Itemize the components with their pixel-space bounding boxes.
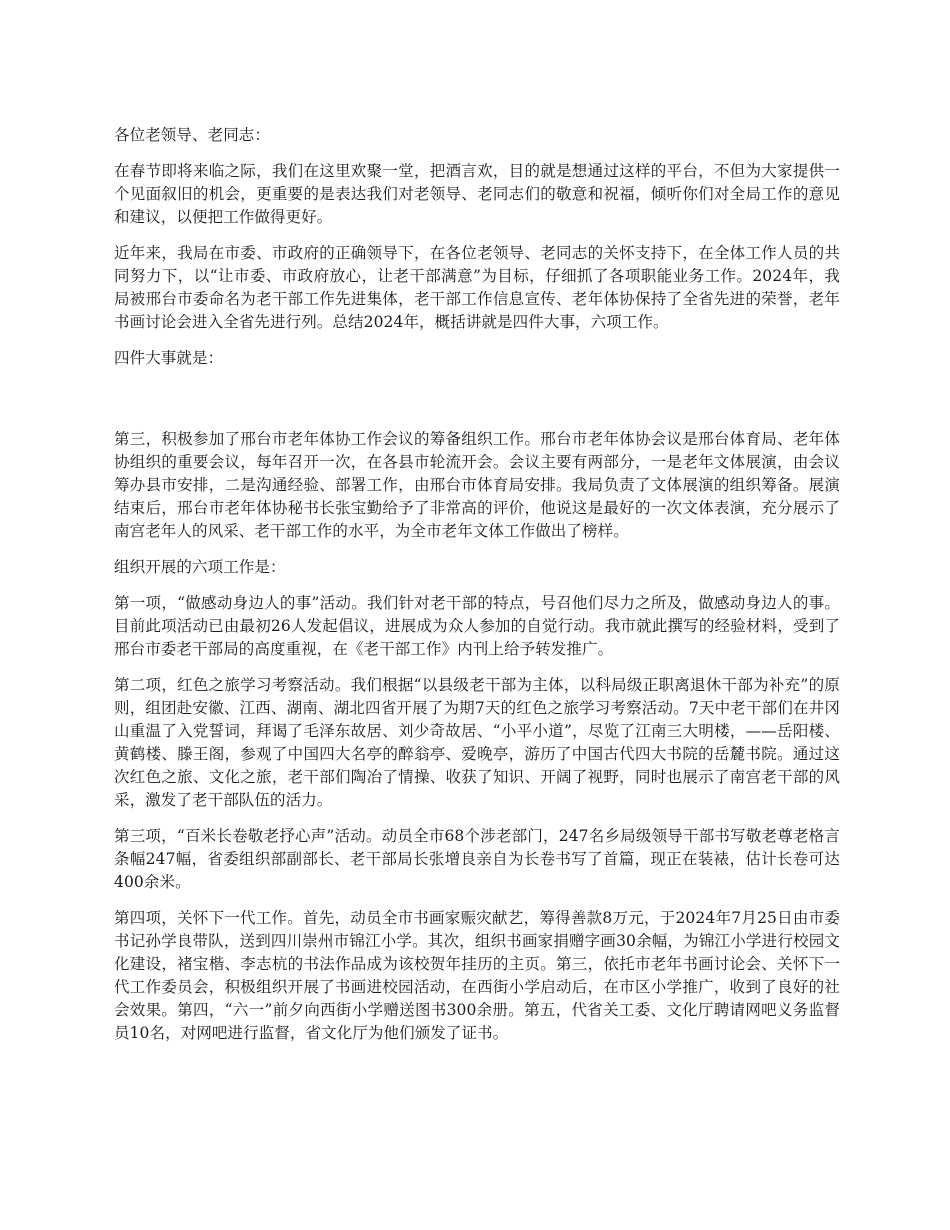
paragraph-six-tasks-heading: 组织开展的六项工作是：: [114, 558, 286, 576]
paragraph-task-one: 第一项，“做感动身边人的事”活动。我们针对老干部的特点，号召他们尽力之所及，做感动身边人的事。目前此项活动已由最初26人发起倡议，进展成为众人参加的自觉行动。我市就此撰写的经验材料，受到了邢台市委老干部局的高度重视，在《老干部工作》内刊上给予转发推广。: [114, 594, 840, 658]
paragraph-opening: 在春节即将来临之际，我们在这里欢聚一堂，把酒言欢，目的就是想通过这样的平台，不但为大家提供一个见面叙旧的机会，更重要的是表达我们对老领导、老同志们的敬意和祝福，倾听你们对全局工作的意见和建议，以便把工作做得更好。: [114, 162, 840, 226]
paragraph-third-event: 第三，积极参加了邢台市老年体协工作会议的筹备组织工作。邢台市老年体协会议是邢台体育局、老年体协组织的重要会议，每年召开一次，在各县市轮流开会。会议主要有两部分，一是老年文体展演，由会议筹办县市安排，二是沟通经验、部署工作，由邢台市体育局安排。我局负责了文体展演的组织筹备。展演结束后，邢台市老年体协秘书长张宝勤给予了非常高的评价，他说这是最好的一次文体表演，充分展示了南宫老年人的风采、老干部工作的水平，为全市老年文体工作做出了榜样。: [114, 430, 840, 540]
paragraph-task-four: 第四项，关怀下一代工作。首先，动员全市书画家赈灾献艺，筹得善款8万元，于2024年7月25日由市委书记孙学良带队，送到四川崇州市锦江小学。其次，组织书画家捐赠字画30余幅，为锦江小学进行校园文化建设，褚宝楷、李志杭的书法作品成为该校贺年挂历的主页。第三，依托市老年书画讨论会、关怀下一代工作委员会，积极组织开展了书画进校园活动，在西街小学启动后，在市区小学推广，收到了良好的社会效果。第四，“六一”前夕向西街小学赠送图书300余册。第五，代省关工委、文化厅聘请网吧义务监督员10名，对网吧进行监督，省文化厅为他们颁发了证书。: [114, 909, 840, 1042]
document-body: [114, 124, 840, 1058]
paragraph-summary: 近年来，我局在市委、市政府的正确领导下，在各位老领导、老同志的关怀支持下，在全体工作人员的共同努力下，以“让市委、市政府放心，让老干部满意”为目标，仔细抓了各项职能业务工作。2024年，我局被邢台市委命名为老干部工作先进集体，老干部工作信息宣传、老年体协保持了全省先进的荣誉，老年书画讨论会进入全省先进行列。总结2024年，概括讲就是四件大事，六项工作。: [114, 244, 840, 331]
paragraph-task-three: 第三项，“百米长卷敬老抒心声”活动。动员全市68个涉老部门，247名乡局级领导干部书写敬老尊老格言条幅247幅，省委组织部副部长、老干部局长张增良亲自为长卷书写了首篇，现正在装裱，估计长卷可达400余米。: [114, 827, 840, 891]
paragraph-four-events-heading: 四件大事就是：: [114, 349, 224, 367]
salutation: 各位老领导、老同志：: [114, 126, 271, 144]
paragraph-task-two: 第二项，红色之旅学习考察活动。我们根据“以县级老干部为主体，以科局级正职离退休干部为补充”的原则，组团赴安徽、江西、湖南、湖北四省开展了为期7天的红色之旅学习考察活动。7天中老干部们在井冈山重温了入党誓词，拜谒了毛泽东故居、刘少奇故居、“小平小道”，尽览了江南三大明楼，——岳阳楼、黄鹤楼、滕王阁，参观了中国四大名亭的醉翁亭、爱晚亭，游历了中国古代四大书院的岳麓书院。通过这次红色之旅、文化之旅，老干部们陶冶了情操、收获了知识、开阔了视野，同时也展示了南宫老干部的风采，激发了老干部队伍的活力。: [114, 676, 840, 809]
